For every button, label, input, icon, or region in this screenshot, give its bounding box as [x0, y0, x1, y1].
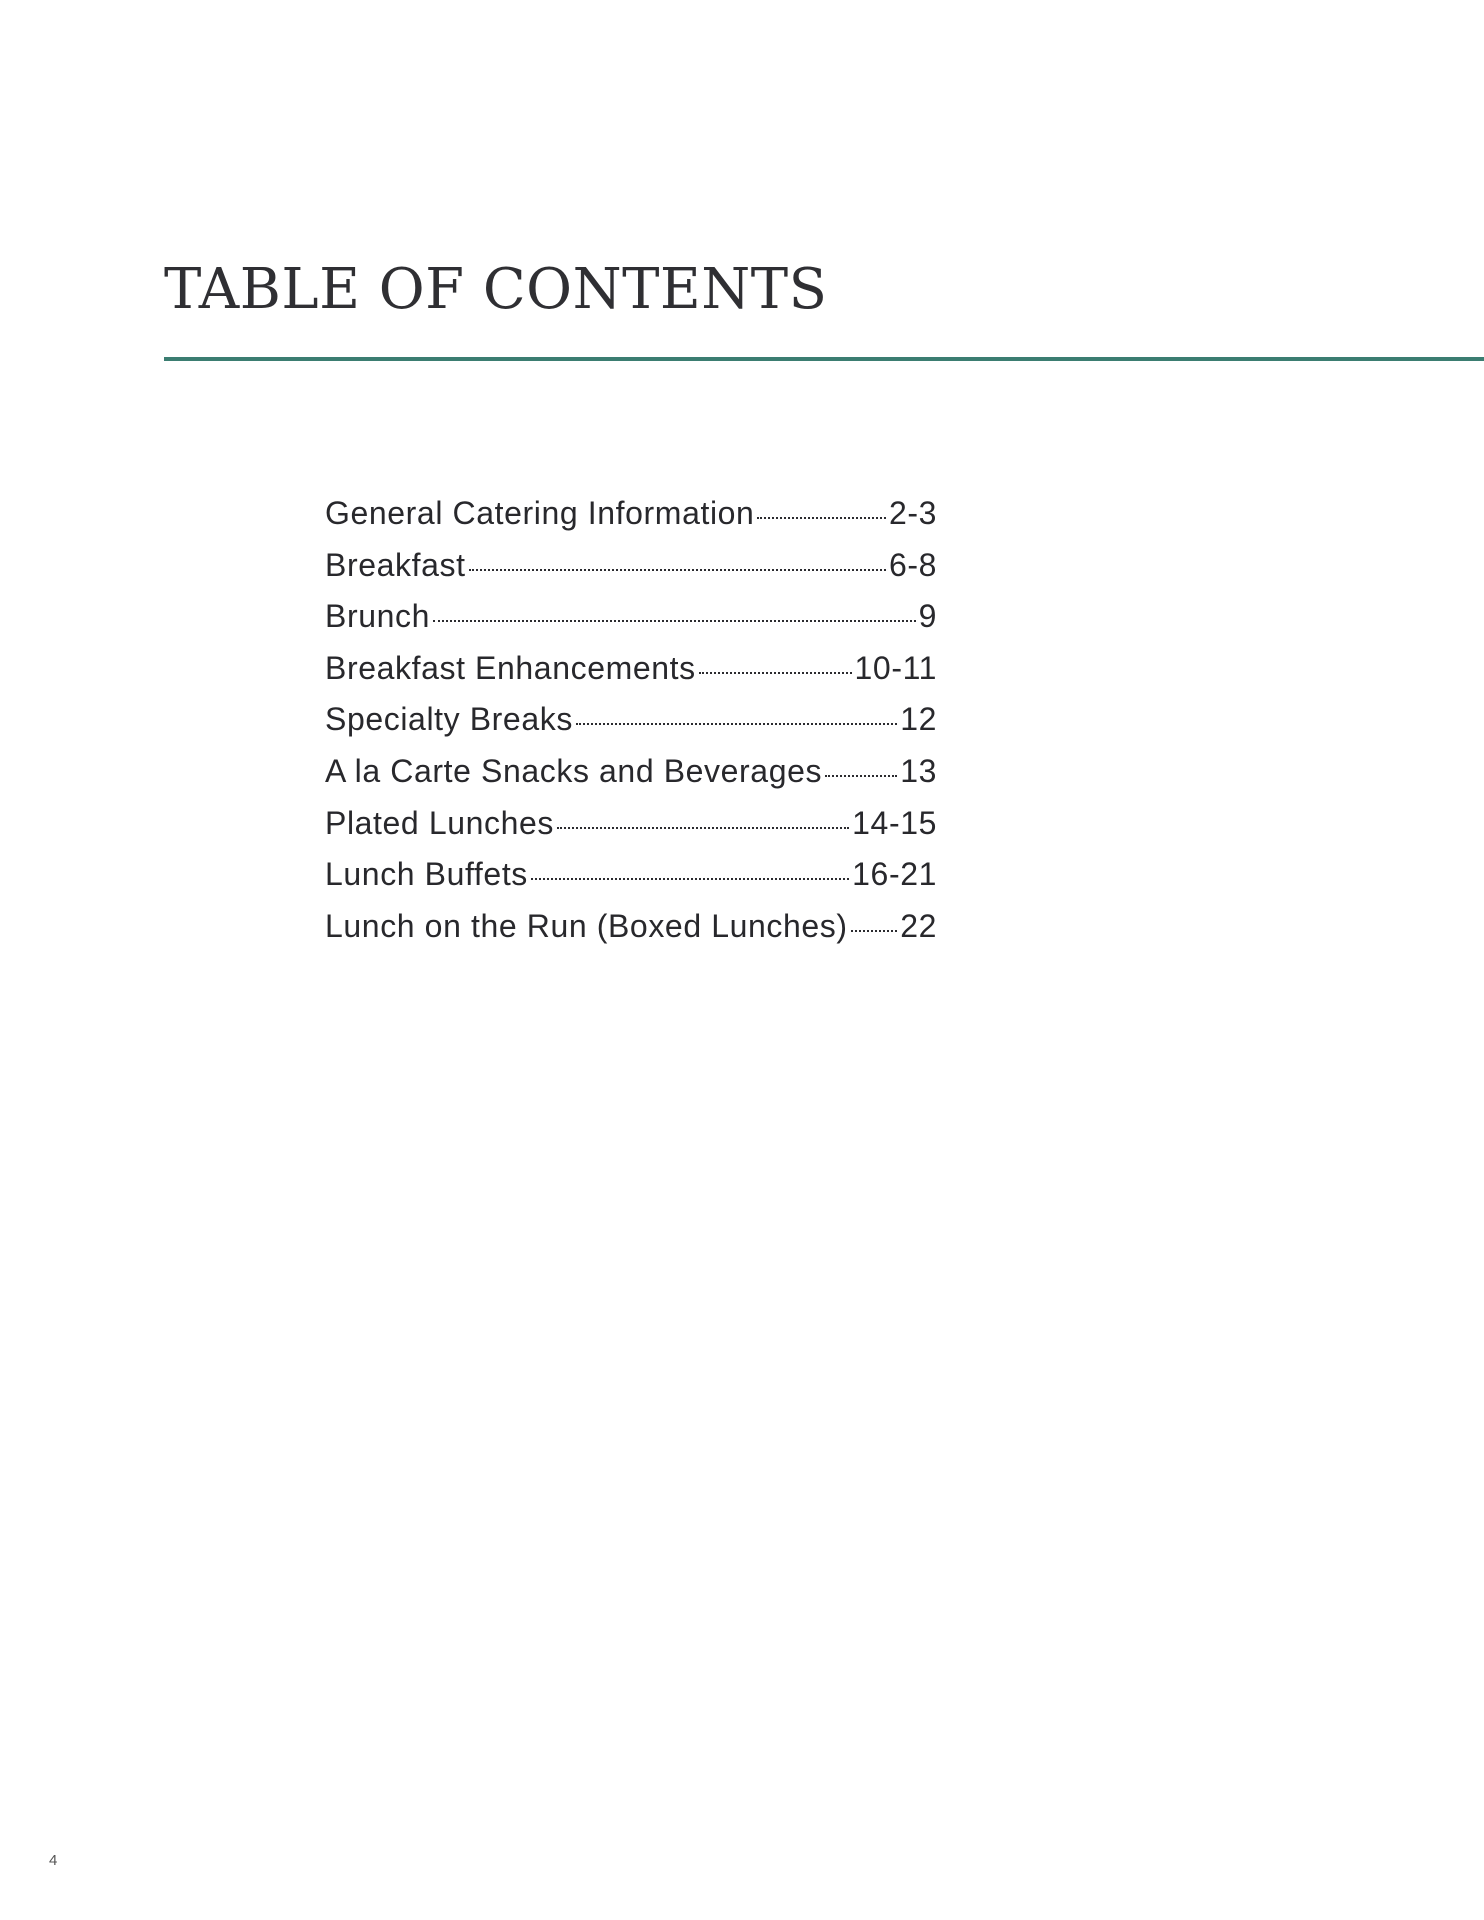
toc-entry-label: Breakfast Enhancements	[325, 649, 696, 686]
page-title: TABLE OF CONTENTS	[164, 257, 828, 322]
page-number: 4	[49, 1852, 58, 1869]
toc-entry-a-la-carte-snacks[interactable]	[325, 746, 937, 798]
dot-leader	[576, 723, 897, 725]
toc-entry-pages: 6-8	[888, 546, 937, 583]
toc-entry-label: Plated Lunches	[325, 804, 555, 841]
dot-leader	[469, 569, 886, 571]
toc-entry-pages: 12	[900, 701, 937, 738]
toc-entry-label: Breakfast	[325, 546, 466, 583]
dot-leader	[433, 620, 916, 622]
table-of-contents	[325, 488, 937, 952]
toc-entry-pages: 16-21	[852, 856, 937, 893]
toc-entry-pages: 14-15	[852, 804, 937, 841]
toc-entry-general-catering-information[interactable]	[325, 488, 937, 540]
toc-entry-lunch-on-the-run[interactable]	[325, 901, 937, 953]
dot-leader	[531, 878, 849, 880]
dot-leader	[851, 930, 898, 932]
title-divider	[164, 357, 1484, 361]
toc-entry-pages: 9	[918, 598, 937, 635]
toc-entry-label: Lunch Buffets	[325, 856, 528, 893]
toc-entry-pages: 22	[900, 907, 937, 944]
toc-entry-breakfast[interactable]	[325, 540, 937, 592]
toc-entry-label: Lunch on the Run (Boxed Lunches)	[325, 907, 848, 944]
toc-entry-plated-lunches[interactable]	[325, 798, 937, 850]
toc-entry-label: A la Carte Snacks and Beverages	[325, 752, 823, 789]
toc-entry-specialty-breaks[interactable]	[325, 694, 937, 746]
toc-entry-label: General Catering Information	[325, 495, 755, 531]
dot-leader	[557, 827, 849, 829]
toc-entry-pages: 13	[900, 752, 937, 789]
toc-entry-pages: 10-11	[854, 649, 937, 686]
toc-entry-breakfast-enhancements[interactable]	[325, 643, 937, 695]
dot-leader	[699, 672, 852, 674]
toc-entry-label: Specialty Breaks	[325, 701, 573, 738]
dot-leader	[825, 775, 897, 777]
toc-entry-label: Brunch	[325, 598, 430, 635]
toc-entry-lunch-buffets[interactable]	[325, 849, 937, 901]
toc-entry-pages: 2-3	[888, 495, 937, 531]
dot-leader	[757, 517, 885, 519]
toc-entry-brunch[interactable]	[325, 591, 937, 643]
